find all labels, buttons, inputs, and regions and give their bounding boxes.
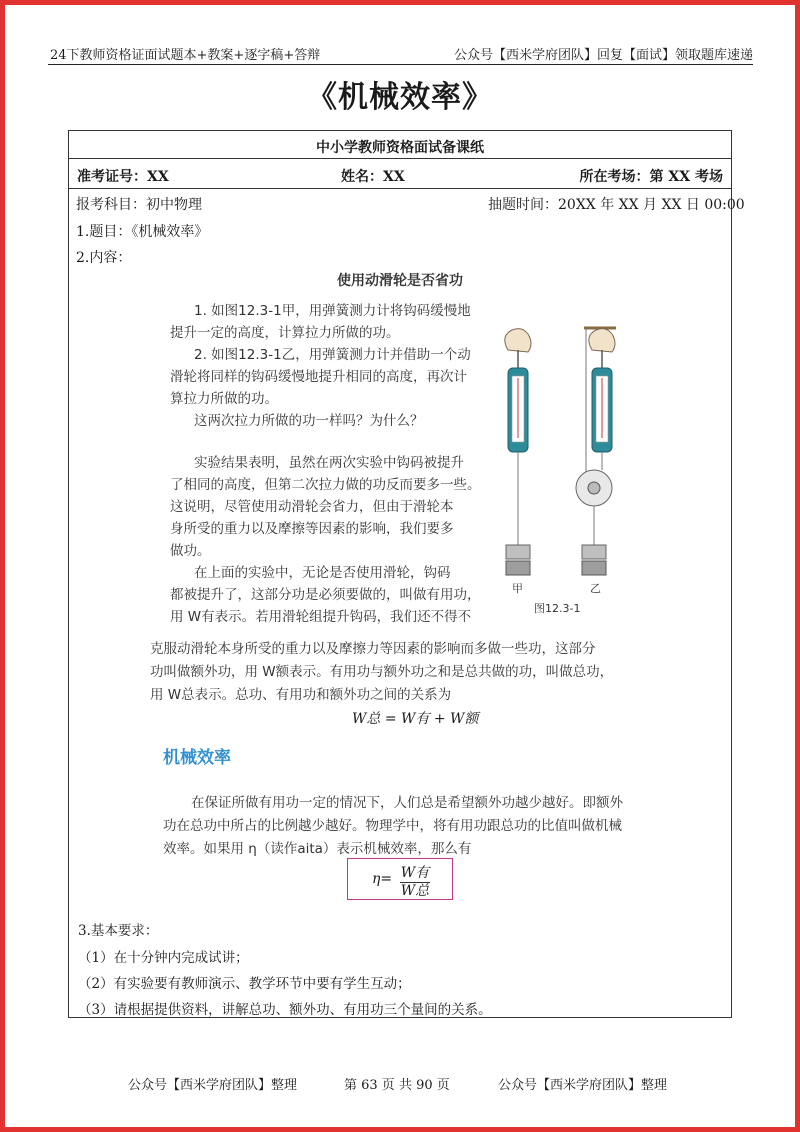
candidate-name: 姓名：XX [341,169,405,185]
content-label: 2.内容： [76,250,132,266]
paragraph-line: 在保证所做有用功一定的情况下，人们总是希望额外功越少越好。即额外 [191,795,623,811]
footer-right: 公众号【西米学府团队】整理 [498,1078,668,1093]
header-right-text: 公众号【西米学府团队】回复【面试】领取题库速递 [453,48,753,63]
sheet-title-row [69,131,731,159]
requirement-item: （3）请根据提供资料，讲解总功、额外功、有用功三个量间的关系。 [78,1002,492,1018]
efficiency-formula-box [347,858,453,900]
excerpt-line: 身所受的重力以及摩擦等因素的影响，我们要多 [170,521,454,537]
continuation-line: 功叫做额外功，用 W额表示。有用功与额外功之和是总共做的功，叫做总功， [150,664,614,680]
subject-line: 报考科目：初中物理 [76,197,202,213]
candidate-info-row [69,159,731,189]
excerpt-line: 都被提升了，这部分功是必须要做的，叫做有用功， [170,587,481,603]
efficiency-section-heading: 机械效率 [163,748,231,768]
exam-venue: 所在考场：第 XX 考场 [579,169,723,185]
continuation-line: 用 W总表示。总功、有用功和额外功之间的关系为 [150,687,452,703]
requirements-label: 3.基本要求： [78,923,159,939]
figure-caption: 图12.3-1 [534,602,581,615]
figure-label-b: 乙 [590,582,601,595]
fraction-denominator: W总 [400,883,430,899]
draw-time: 抽题时间：20XX 年 XX 月 XX 日 00:00 [488,197,745,213]
excerpt-line: 提升一定的高度，计算拉力所做的功。 [170,325,400,341]
topic-line: 1.题目：《机械效率》 [76,224,209,240]
excerpt-line: 用 W有表示。若用滑轮组提升钩码，我们还不得不 [170,609,472,625]
excerpt-continuation [150,638,650,707]
excerpt-line: 2. 如图12.3-1乙，用弹簧测力计并借助一个动 [194,347,471,363]
scale-b [576,328,616,575]
excerpt-line: 在上面的实验中，无论是否使用滑轮，钩码 [194,565,451,581]
excerpt-line: 1. 如图12.3-1甲，用弹簧测力计将钩码缓慢地 [194,303,471,319]
work-relation-formula: W总 = W有 + W额 [352,711,479,727]
excerpt-line: 滑轮将同样的钩码缓慢地提升相同的高度，再次计 [170,369,467,385]
exam-number: 准考证号：XX [77,169,169,185]
efficiency-paragraph [163,792,663,861]
requirement-item: （1）在十分钟内完成试讲； [78,950,249,966]
fraction-numerator: W有 [400,862,430,883]
excerpt-line: 实验结果表明，虽然在两次实验中钩码被提升 [194,455,464,471]
footer-left: 公众号【西米学府团队】整理 [128,1078,298,1093]
eta-symbol: η= [372,871,393,887]
figure-label-a: 甲 [512,582,523,595]
scale-a [505,329,531,575]
page-header [48,36,753,65]
excerpt-heading: 使用动滑轮是否省功 [337,273,463,289]
excerpt-line: 了相同的高度，但第二次拉力做的功反而要多一些。 [170,477,481,493]
paragraph-line: 功在总功中所占的比例越少越好。物理学中，将有用功跟总功的比值叫做机械 [163,818,622,834]
requirement-item: （2）有实验要有教师演示、教学环节中要有学生互动； [78,976,411,992]
continuation-line: 克服动滑轮本身所受的重力以及摩擦力等因素的影响而多做一些功，这部分 [150,641,596,657]
spring-scale-figure [490,320,630,620]
excerpt-line: 算拉力所做的功。 [170,391,278,407]
paragraph-line: 效率。如果用 η（读作aita）表示机械效率，那么有 [163,841,472,857]
document-title: 《机械效率》 [307,80,493,115]
excerpt-line: 这两次拉力所做的功一样吗？为什么？ [194,413,424,429]
sheet-title: 中小学教师资格面试备课纸 [316,140,484,156]
excerpt-line: 这说明，尽管使用动滑轮会省力，但由于滑轮本 [170,499,454,515]
excerpt-line: 做功。 [170,543,211,559]
header-left-text: 24下教师资格证面试题本+教案+逐字稿+答辩 [50,48,321,63]
footer-page-number: 第 63 页 共 90 页 [344,1078,450,1093]
